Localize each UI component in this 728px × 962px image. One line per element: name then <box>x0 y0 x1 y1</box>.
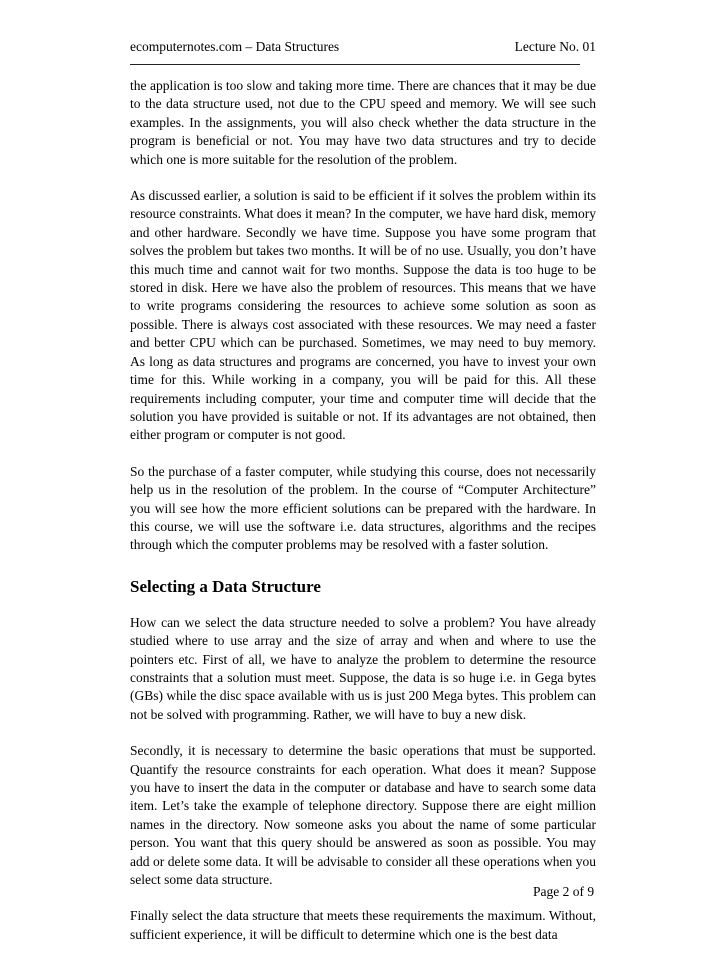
body-paragraph: So the purchase of a faster computer, while studying this course, does not necessarily help us in the resolution of the problem. In the course of “Computer Architecture” you will see how the more efficient solutions can be prepared with the hardware. In this course, we will use the software i.e. data structures, algorithms and the recipes through which the computer problems may be resolved with a faster solution. <box>130 463 596 553</box>
body-paragraph: the application is too slow and taking more time. There are chances that it may be due to the data structure used, not due to the CPU speed and memory. We will see such examples. In the assignments, you will also check whether the data structure in the program is beneficial or not. You may have two data structures and try to decide which one is more suitable for the resolution of the problem. <box>130 78 596 167</box>
body-paragraph: As discussed earlier, a solution is said to be efficient if it solves the problem within its resource constraints. What does it mean? In the computer, we have hard disk, memory and other hardware. Secondly we have time. Suppose you have some program that solves the problem but takes two months. It will be of no use. Usually, you don’t have this much time and cannot wait for two months. Suppose the data is too huge to be stored in disk. Here we have also the problem of resources. This means that we have to write programs considering the resources to achieve some solution as soon as possible. There is always cost associated with these resources. We may need a faster and better CPU which can be purchased. Sometimes, we may need to buy memory. As long as data structures and programs are concerned, you have to invest your own time for this. While working in a company, you will be paid for this. All these requirements including computer, your time and computer time will decide that the solution you have provided is suitable or not. If its advantages are not obtained, then either program or computer is not good. <box>130 188 596 443</box>
page-header <box>130 38 596 56</box>
body-paragraph: Finally select the data structure that meets these requirements the maximum. Without, sufficient experience, it will be difficult to determine which one is the best data <box>130 908 596 942</box>
header-divider <box>130 64 580 65</box>
document-page <box>130 38 596 962</box>
body-paragraph: How can we select the data structure needed to solve a problem? You have already studied where to use array and the size of array and when and where to use the pointers etc. First of all, we have to analyze the problem to determine the resource constraints that a solution must meet. Suppose, the data is so huge i.e. in Gega bytes (GBs) while the disc space available with us is just 200 Mega bytes. This problem can not be solved with programming. Rather, we will have to buy a new disk. <box>130 614 596 722</box>
section-heading: Selecting a Data Structure <box>130 576 321 596</box>
page-number: Page 2 of 9 <box>533 884 595 899</box>
header-lecture-number: Lecture No. 01 <box>514 39 596 54</box>
body-paragraph: Secondly, it is necessary to determine the basic operations that must be supported. Quantify the resource constraints for each operation. What does it mean? Suppose you have to insert the data in the computer or database and have to search some data item. Let’s take the example of telephone directory. Suppose there are eight million names in the directory. Now someone asks you about the name of some particular person. You want that this query should be answered as soon as possible. You may add or delete some data. It will be advisable to consider all these operations when you select some data structure. <box>130 743 596 888</box>
header-site-title: ecomputernotes.com – Data Structures <box>130 39 340 54</box>
document-body <box>130 77 596 944</box>
